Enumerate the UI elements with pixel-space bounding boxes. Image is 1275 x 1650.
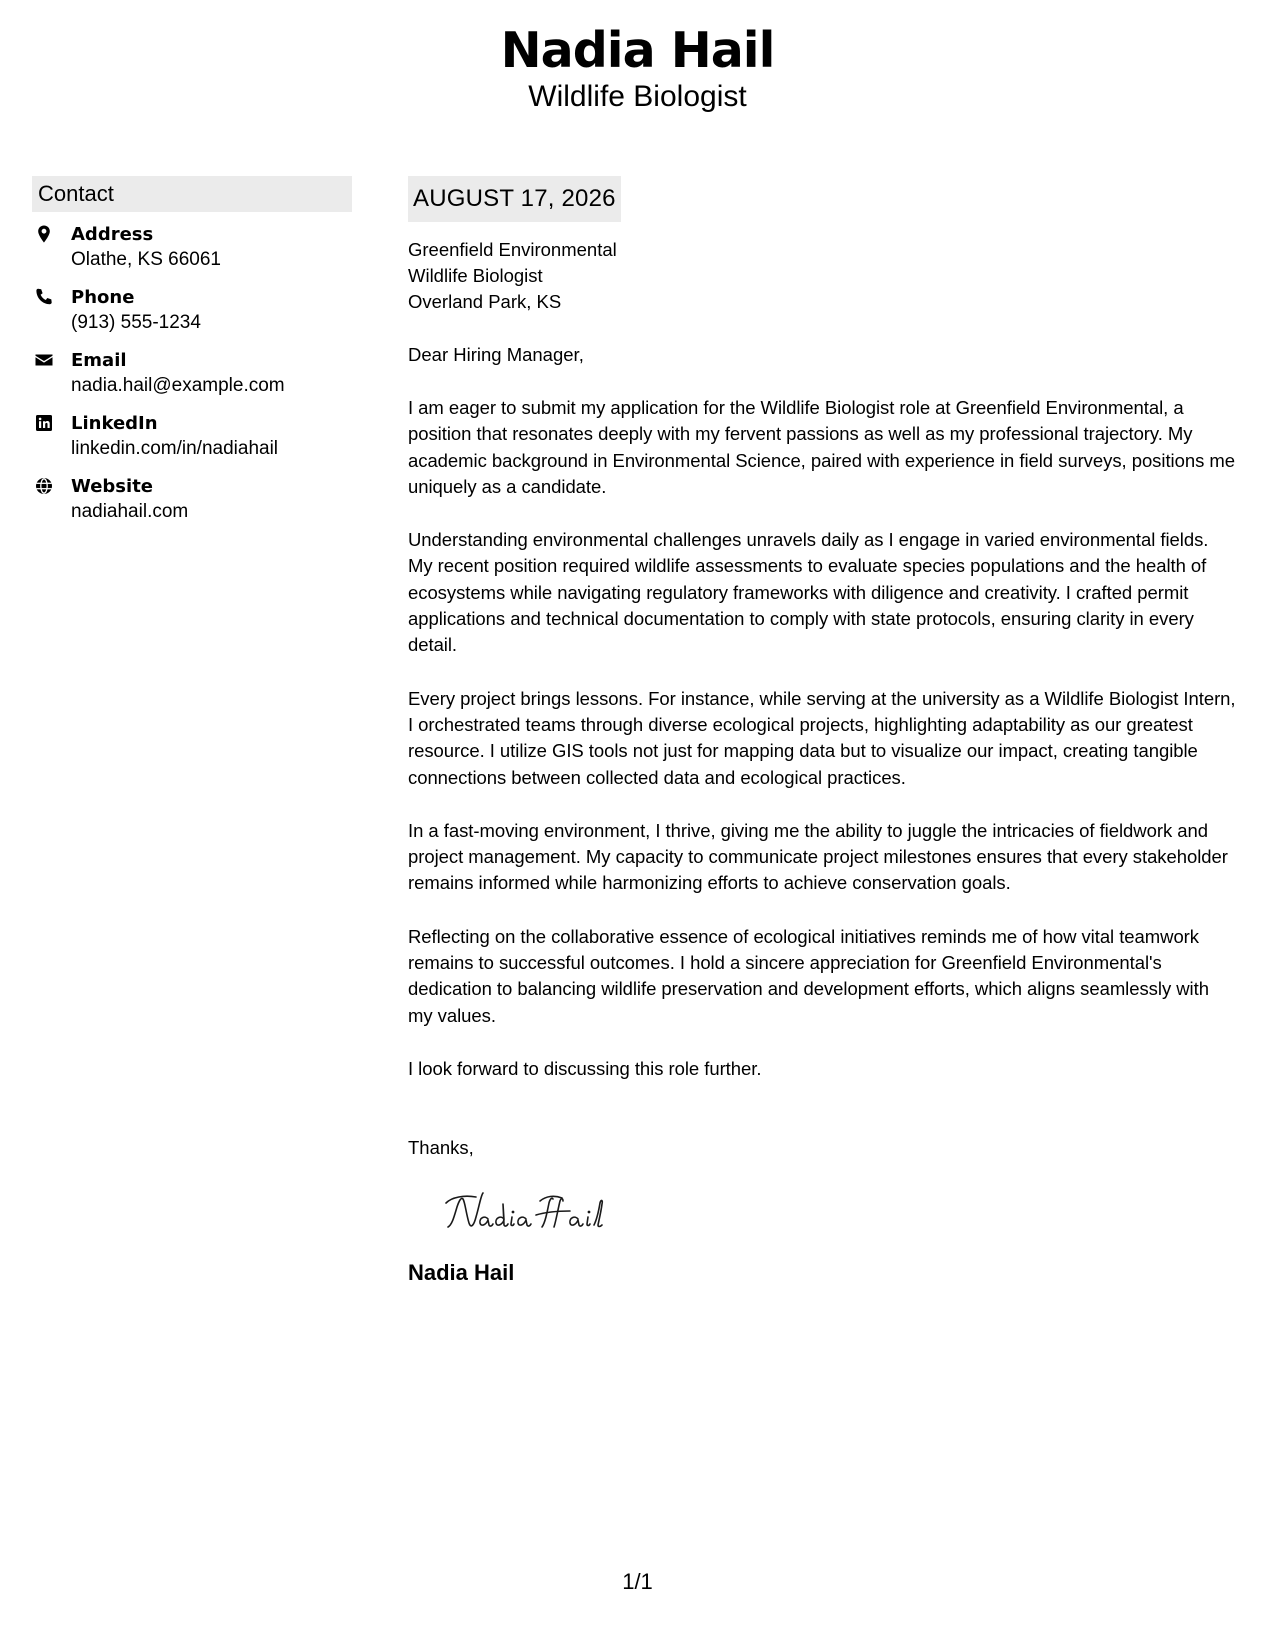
applicant-name: Nadia Hail [500, 22, 775, 79]
linkedin-icon [34, 413, 54, 433]
closing: Thanks, [408, 1137, 474, 1159]
signer-name: Nadia Hail [408, 1260, 515, 1286]
globe-icon [34, 476, 54, 496]
envelope-icon [34, 350, 54, 370]
contact-item-website [32, 474, 352, 537]
contact-label: Website [71, 476, 154, 497]
body-paragraph: I look forward to discussing this role further. [408, 1057, 762, 1079]
contact-sidebar [32, 176, 352, 537]
body-paragraph: Reflecting on the collaborative essence of ecological initiatives reminds me of how vital teamwork remains to successful outcomes. I hold a sincere appreciation for Greenfield Environmental's dedication to balancing wildlife preservation and development efforts, which aligns seamlessly with my values. [408, 925, 1209, 1026]
contact-value: Olathe, KS 66061 [71, 249, 221, 270]
applicant-title: Wildlife Biologist [528, 80, 747, 113]
page-header [0, 22, 1275, 114]
contact-label: Address [71, 224, 154, 245]
recipient-block [408, 237, 1238, 315]
contact-list [32, 222, 352, 537]
contact-value: nadiahail.com [71, 501, 189, 522]
cover-letter [408, 176, 1238, 1287]
contact-label: Email [71, 350, 127, 371]
map-pin-icon [34, 224, 54, 244]
page-number: 1/1 [622, 1569, 653, 1594]
contact-item-linkedin [32, 411, 352, 474]
phone-icon [34, 287, 54, 307]
body-paragraph: In a fast-moving environment, I thrive, giving me the ability to juggle the intricacies of fieldwork and project management. My capacity to communicate project milestones ensures that every stakeholder remains informed while harmonizing efforts to achieve conservation goals. [408, 819, 1228, 894]
body-paragraph: I am eager to submit my application for the Wildlife Biologist role at Greenfield Environmental, a position that resonates deeply with my fervent passions as well as my professional trajectory. My academic background in Environmental Science, paired with experience in field surveys, positions me uniquely as a candidate. [408, 397, 1235, 497]
contact-item-email [32, 348, 352, 411]
body-paragraph: Every project brings lessons. For instance, while serving at the university as a Wildlife Biologist Intern, I orchestrated teams through diverse ecological projects, highlighting adaptability as our greatest resource. I utilize GIS tools not just for mapping data but to visualize our impact, creating tangible connections between collected data and ecological practices. [408, 687, 1236, 788]
contact-value: linkedin.com/in/nadiahail [71, 438, 279, 459]
recipient-role: Wildlife Biologist [408, 265, 543, 286]
contact-label: Phone [71, 287, 135, 308]
contact-item-phone [32, 285, 352, 348]
recipient-location: Overland Park, KS [408, 291, 562, 312]
contact-item-address [32, 222, 352, 285]
contact-label: LinkedIn [71, 413, 158, 434]
contact-heading: Contact [32, 176, 352, 212]
letter-date: AUGUST 17, 2026 [408, 176, 621, 222]
contact-value: nadia.hail@example.com [71, 375, 285, 396]
handwritten-signature [442, 1181, 642, 1241]
contact-value: (913) 555-1234 [71, 312, 201, 333]
body-paragraph: Understanding environmental challenges unravels daily as I engage in varied environmental fields. My recent position required wildlife assessments to evaluate species populations and the health of ecosystems while navigating regulatory frameworks with diligence and creativity. I crafted permit applications and technical documentation to comply with state protocols, ensuring clarity in every detail. [408, 529, 1209, 656]
salutation: Dear Hiring Manager, [408, 344, 584, 365]
recipient-company: Greenfield Environmental [408, 239, 617, 260]
